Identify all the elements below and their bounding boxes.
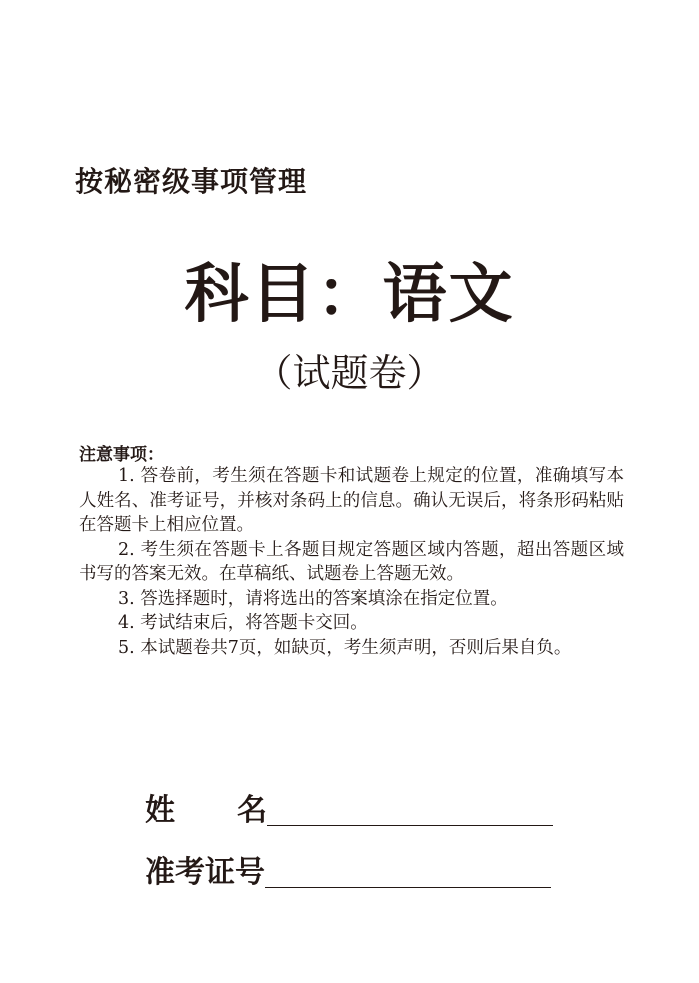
name-label-second: 名 <box>237 793 267 828</box>
paper-type-subtitle: （试题卷） <box>254 351 445 395</box>
name-field <box>145 790 553 830</box>
name-input-line[interactable] <box>267 824 553 826</box>
note-item-1: 1. 答卷前，考生须在答题卡和试题卷上规定的位置，准确填写本人姓名、准考证号，并核对条码上的信息。确认无误后，将条形码粘贴在答题卡上相应位置。 <box>79 466 624 535</box>
exam-id-field <box>145 852 551 892</box>
exam-id-input-line[interactable] <box>265 886 551 888</box>
notes-heading: 注意事项： <box>79 445 164 465</box>
note-item-3: 3. 答选择题时，请将选出的答案填涂在指定位置。 <box>118 588 508 609</box>
name-label-first: 姓 <box>145 793 175 828</box>
exam-id-label: 准考证号 <box>145 855 265 890</box>
note-item-2: 2. 考生须在答题卡上各题目规定答题区域内答题，超出答题区域书写的答案无效。在草稿纸、试题卷上答题无效。 <box>79 539 624 584</box>
note-item-5: 5. 本试题卷共7页，如缺页，考生须声明，否则后果自负。 <box>118 637 572 658</box>
note-item-4: 4. 考试结束后，将答题卡交回。 <box>118 613 368 633</box>
notes-list <box>79 464 624 660</box>
exam-subject-title: 科目：语文 <box>184 257 515 332</box>
classification-label: 按秘密级事项管理 <box>75 165 308 198</box>
